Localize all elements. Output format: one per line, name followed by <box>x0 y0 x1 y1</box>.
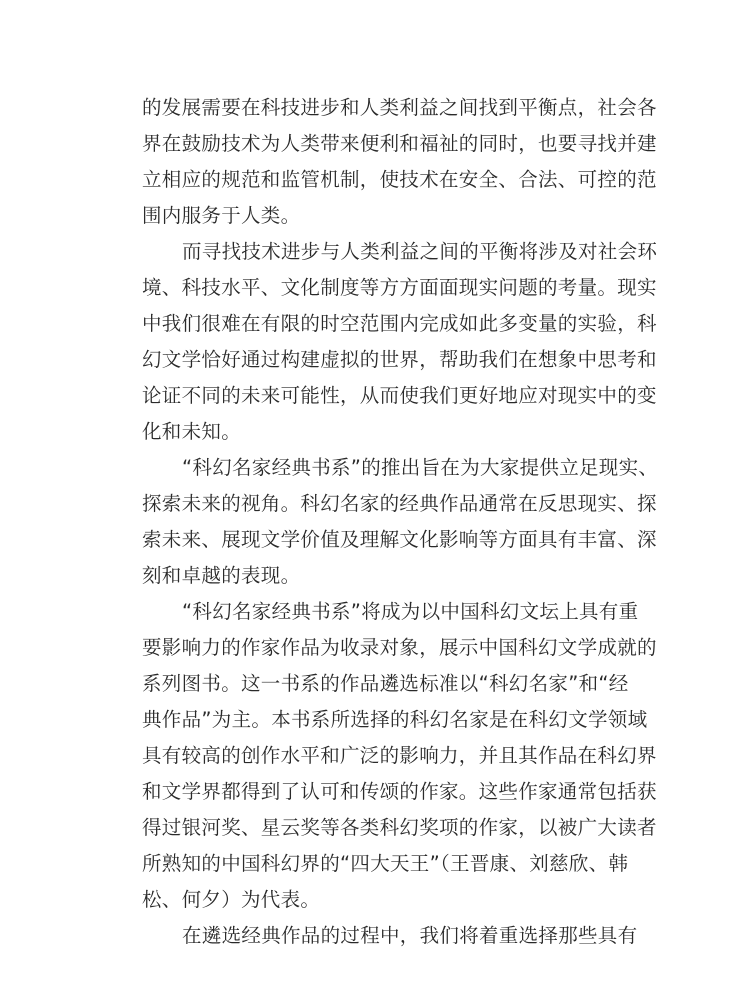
text-line: 索未来、展现文学价值及理解文化影响等方面具有丰富、深 <box>142 528 657 551</box>
text-line: “科幻名家经典书系”的推出旨在为大家提供立足现实、 <box>182 456 659 479</box>
text-line: 立相应的规范和监管机制，使技术在安全、合法、可控的范 <box>142 168 657 191</box>
paragraph <box>142 90 657 234</box>
text-line: 典作品”为主。本书系所选择的科幻名家是在科幻文学领域 <box>142 708 648 731</box>
text-line: 系列图书。这一书系的作品遴选标准以“科幻名家”和“经 <box>142 672 629 695</box>
text-line: 得过银河奖、星云奖等各类科幻奖项的作家，以被广大读者 <box>142 816 657 839</box>
text-line: 的发展需要在科技进步和人类利益之间找到平衡点，社会各 <box>142 96 657 119</box>
text-line: 论证不同的未来可能性，从而使我们更好地应对现实中的变 <box>142 384 657 407</box>
text-line: 在遴选经典作品的过程中，我们将着重选择那些具有 <box>182 924 638 947</box>
text-line: 所熟知的中国科幻界的“四大天王”（王晋康、刘慈欣、韩 <box>142 852 629 875</box>
text-line: 而寻找技术进步与人类利益之间的平衡将涉及对社会环 <box>182 240 658 263</box>
text-line: 和文学界都得到了认可和传颂的作家。这些作家通常包括获 <box>142 780 657 803</box>
paragraph <box>142 234 658 450</box>
text-line: 中我们很难在有限的时空范围内完成如此多变量的实验，科 <box>142 312 657 335</box>
text-line: 化和未知。 <box>142 420 242 443</box>
text-line: 围内服务于人类。 <box>142 204 301 227</box>
text-line: “科幻名家经典书系”将成为以中国科幻文坛上具有重 <box>182 600 639 623</box>
body-text <box>142 90 659 954</box>
paragraph <box>142 918 638 954</box>
paragraph <box>142 450 659 594</box>
text-line: 松、何夕）为代表。 <box>142 888 321 911</box>
text-line: 幻文学恰好通过构建虚拟的世界，帮助我们在想象中思考和 <box>142 348 657 371</box>
paragraph <box>142 594 657 918</box>
text-line: 界在鼓励技术为人类带来便利和福祉的同时，也要寻找并建 <box>142 132 657 155</box>
text-line: 探索未来的视角。科幻名家的经典作品通常在反思现实、探 <box>142 492 657 515</box>
text-line: 具有较高的创作水平和广泛的影响力，并且其作品在科幻界 <box>142 744 657 767</box>
text-line: 要影响力的作家作品为收录对象，展示中国科幻文学成就的 <box>142 636 657 659</box>
text-line: 刻和卓越的表现。 <box>142 564 301 587</box>
text-line: 境、科技水平、文化制度等方方面面现实问题的考量。现实 <box>142 276 657 299</box>
